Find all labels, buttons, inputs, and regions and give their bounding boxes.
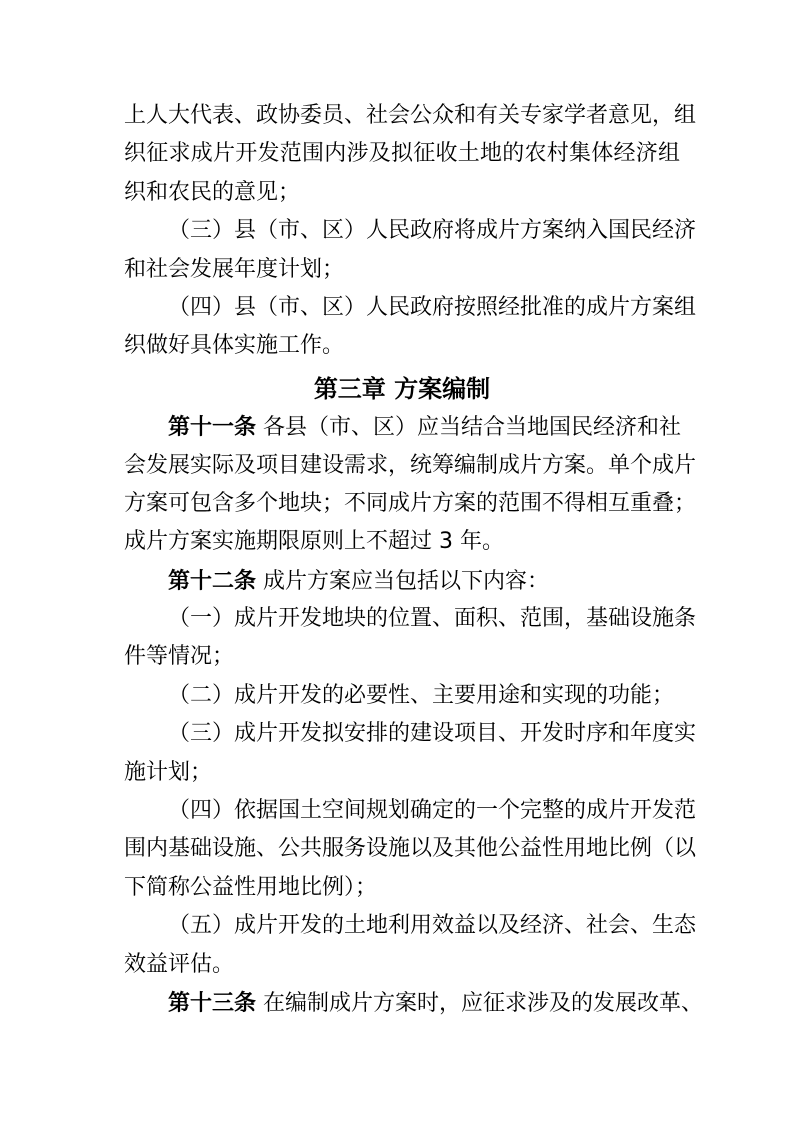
text-line: 下简称公益性用地比例）； [124,874,378,900]
text-line: （四）依据国土空间规划确定的一个完整的成片开发范 [168,798,697,824]
article-label: 第十二条 [168,567,257,594]
text-line: （三）县（市、区）人民政府将成片方案纳入国民经济 [168,218,697,244]
article-text: 成片方案应当包括以下内容： [263,568,550,594]
text-line: （一）成片开发地块的位置、面积、范围，基础设施条 [168,606,697,632]
article-13-first-line [124,984,704,1022]
chapter-title: 第三章 方案编制 [313,373,491,403]
text-line: 和社会发展年度计划； [124,256,345,282]
text-line: （五）成片开发的土地利用效益以及经济、社会、生态 [168,913,697,939]
text-line: 织和农民的意见； [124,179,301,205]
text-line: 围内基础设施、公共服务设施以及其他公益性用地比例（以 [124,836,697,862]
text-line: 上人大代表、政协委员、社会公众和有关专家学者意见，组 [124,103,697,128]
article-text: 在编制成片方案时，应征求涉及的发展改革、 [263,990,704,1016]
text-line: （三）成片开发拟安排的建设项目、开发时序和年度实 [168,721,697,747]
text-line: 织征求成片开发范围内涉及拟征收土地的农村集体经济组 [124,141,680,167]
text-line: 织做好具体实施工作。 [124,333,345,359]
text-line: 方案可包含多个地块；不同成片方案的范围不得相互重叠； [124,490,697,516]
text-line: 会发展实际及项目建设需求，统筹编制成片方案。单个成片 [124,452,697,478]
article-text: 各县（市、区）应当结合当地国民经济和社 [263,415,682,441]
article-label: 第十一条 [168,414,257,441]
text-line: （四）县（市、区）人民政府按照经批准的成片方案组 [168,294,697,320]
article-11-first-line [124,408,680,446]
text-line: 成片方案实施期限原则上不超过 3 年。 [124,529,504,555]
article-12-first-line [124,562,680,600]
text-line: 件等情况； [124,644,235,670]
article-label: 第十三条 [168,989,257,1016]
text-line: 效益评估。 [124,951,235,977]
text-line: （二）成片开发的必要性、主要用途和实现的功能； [168,682,675,708]
document-page [124,97,704,1022]
text-line: 施计划； [124,759,213,785]
